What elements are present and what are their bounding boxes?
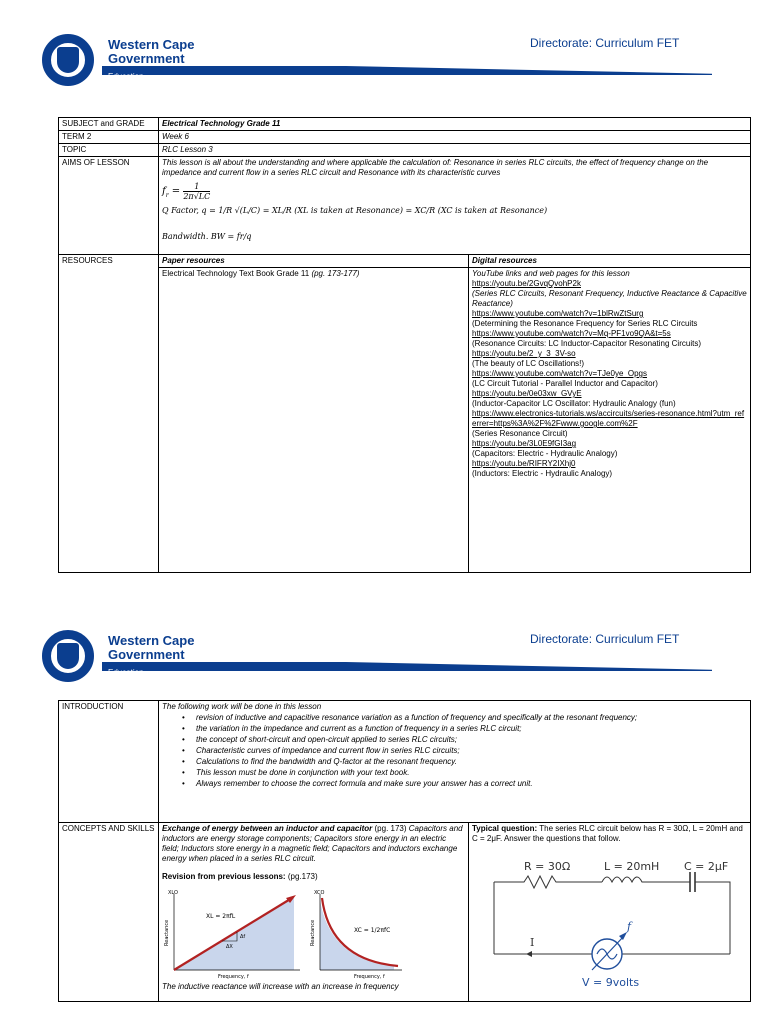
resource-desc: (Resonance Circuits: LC Inductor-Capacitor Resonating Circuits) — [472, 339, 701, 348]
list-item: • the concept of short-circuit and open-circuit applied to series RLC circuits; — [182, 734, 747, 745]
paper-cell: Electrical Technology Text Book Grade 11 (pg. 173-177) — [159, 268, 469, 573]
xl-x-label: Frequency, f — [218, 974, 249, 980]
resource-link[interactable]: https://youtu.be/RIFRY2IXhj0 — [472, 459, 576, 468]
resource-desc: (Series RLC Circuits, Resonant Frequency, Inductive Reactance & Capacitive Reactance) — [472, 289, 747, 308]
coat-of-arms-icon — [42, 34, 94, 86]
row-label: TOPIC — [59, 144, 159, 157]
wire-right — [695, 882, 730, 954]
table-row — [59, 131, 751, 144]
intro-lead: The following work will be done in this lesson — [162, 702, 322, 711]
coat-of-arms-icon — [42, 630, 94, 682]
resource-link[interactable]: https://youtu.be/2GvqQvohP2k — [472, 279, 581, 288]
table-row — [59, 701, 751, 823]
xl-y-label: Reactance — [164, 919, 170, 946]
digital-list — [472, 279, 747, 479]
intro-list — [162, 712, 747, 789]
page-header-1 — [0, 34, 768, 104]
table-row — [59, 118, 751, 131]
xl-y-axis-label: XLO — [168, 890, 178, 896]
resource-desc: (Inductor-Capacitor LC Oscillator: Hydraulic Analogy (fun) — [472, 399, 676, 408]
xl-delta-x: ΔX — [226, 944, 233, 950]
paper-header: Paper resources — [159, 255, 469, 268]
directorate-label: Directorate: Curriculum FET — [530, 632, 680, 646]
row-label: RESOURCES — [59, 255, 159, 573]
circuit-i-label: I — [530, 936, 535, 949]
resource-link[interactable]: https://www.youtube.com/watch?v=TJe0ye_Opgs — [472, 369, 647, 378]
table-row — [59, 255, 751, 268]
reactance-graphs — [162, 888, 465, 980]
row-label: SUBJECT and GRADE — [59, 118, 159, 131]
list-item: • revision of inductive and capacitive resonance variation as a function of frequency and specifically at the resonant frequency; — [182, 712, 747, 723]
table-row — [59, 823, 751, 1002]
org-name: Western Cape Government — [108, 37, 195, 66]
xc-x-label: Frequency, f — [354, 974, 385, 980]
xc-y-label: Reactance — [310, 919, 316, 946]
concepts-cell — [159, 823, 469, 1002]
resource-link[interactable]: https://youtu.be/3L0E9fGI3ag — [472, 439, 577, 448]
xc-area — [320, 900, 394, 970]
table-row — [59, 157, 751, 255]
circuit-v-label: V = 9volts — [582, 976, 640, 989]
digital-intro: YouTube links and web pages for this lesson — [472, 269, 630, 278]
org-sub: Education — [108, 668, 144, 677]
list-item: • Always remember to choose the correct formula and make sure your answer has a correct unit. — [182, 778, 747, 789]
table-row — [59, 144, 751, 157]
list-item: • the variation in the impedance and current as a function of frequency in a series RLC circuit; — [182, 723, 747, 734]
inductor-icon — [602, 877, 690, 882]
resource-desc: (The beauty of LC Oscillations!) — [472, 359, 585, 368]
row-label: AIMS OF LESSON — [59, 157, 159, 255]
formula-resonant-frequency: $f_r$ = $\frac{1}{2\pi√LC}$ — [162, 182, 211, 201]
list-item: • Characteristic curves of impedance and current flow in series RLC circuits; — [182, 745, 747, 756]
variable-arrowhead — [619, 932, 627, 940]
table-row — [59, 268, 751, 573]
resource-desc: (Inductors: Electric - Hydraulic Analogy) — [472, 469, 613, 478]
resource-link[interactable]: https://www.youtube.com/watch?v=Mq-PF1vo9QA&t=5s — [472, 329, 671, 338]
variable-arrow-icon — [592, 936, 624, 970]
page-header-2 — [0, 630, 768, 700]
resource-desc: (Series Resonance Circuit) — [472, 429, 568, 438]
formula-bandwidth: Bandwidth. BW = fr/q — [162, 232, 252, 241]
resource-desc: (LC Circuit Tutorial - Parallel Inductor and Capacitor) — [472, 379, 658, 388]
xc-formula: XC = 1/2πfC — [354, 927, 391, 934]
xc-y-axis-label: XCO — [314, 890, 325, 896]
xl-delta-f: Δf — [240, 934, 246, 940]
exchange-text: Capacitors and inductors are energy storage components; Capacitors store energy in an electric field; Inductors store energy in a magnetic field; Capacitors and inductors exchange energy when placed in a series RLC circuit. — [162, 824, 463, 863]
digital-cell — [469, 268, 751, 573]
intro-cell — [159, 701, 751, 823]
typical-label: Typical question: — [472, 824, 538, 833]
row-label: CONCEPTS AND SKILLS — [59, 823, 159, 1002]
resistor-icon — [494, 876, 602, 888]
resource-link[interactable]: https://youtu.be/2_y_3_3V-so — [472, 349, 576, 358]
exchange-pg: (pg. 173) — [374, 824, 407, 833]
resource-desc: (Determining the Resonance Frequency for Series RLC Circuits — [472, 319, 698, 328]
rlc-circuit-svg — [472, 850, 748, 1000]
list-item: • Calculations to find the bandwidth and Q-factor at the resonant frequency. — [182, 756, 747, 767]
typical-cell — [469, 823, 751, 1002]
revision-pg: (pg.173) — [287, 872, 318, 881]
lesson-table-1 — [58, 117, 751, 573]
bottom-text: The inductive reactance will increase with an increase in frequency — [162, 982, 399, 991]
org-sub: Education — [108, 72, 144, 81]
circuit-l-label: L = 20mH — [604, 860, 660, 873]
row-value: Week 6 — [159, 131, 751, 144]
digital-header: Digital resources — [469, 255, 751, 268]
row-label: INTRODUCTION — [59, 701, 159, 823]
row-value: Electrical Technology Grade 11 — [159, 118, 751, 131]
org-name: Western Cape Government — [108, 633, 195, 662]
exchange-title: Exchange of energy between an inductor and capacitor — [162, 824, 373, 833]
aims-text: This lesson is all about the understanding and where applicable the calculation of: Resonance in series RLC circuits, the effect of frequency change on the impedance and current flow in a series RLC circuit and Resonance with its characteristic curves — [162, 158, 709, 177]
revision-title: Revision from previous lessons: — [162, 872, 286, 881]
directorate-label: Directorate: Curriculum FET — [530, 36, 680, 50]
header-swoosh — [102, 66, 712, 79]
formula-q-factor: Q Factor, q = 1/R √(L/C) = XL/R (XL is taken at Resonance) = XC/R (XC is taken at Resonance) — [162, 206, 548, 215]
aims-cell — [159, 157, 751, 255]
reactance-graphs-svg — [162, 888, 462, 980]
circuit-c-label: C = 2μF — [684, 860, 729, 873]
rlc-circuit — [472, 850, 747, 1000]
circuit-f-label: f — [627, 920, 632, 933]
resource-link[interactable]: https://youtu.be/0e03xw_GVyE — [472, 389, 582, 398]
row-label: TERM 2 — [59, 131, 159, 144]
typical-text: The series RLC circuit below has R = 30Ω, L = 20mH and C = 2μF. Answer the questions that follow. — [472, 824, 743, 843]
header-swoosh — [102, 662, 712, 675]
resource-desc: (Capacitors: Electric - Hydraulic Analogy) — [472, 449, 618, 458]
resource-link[interactable]: https://www.electronics-tutorials.ws/accircuits/series-resonance.html?utm_referrer=https%3A%2F%2Fwww.google.com%2F — [472, 409, 745, 428]
list-item: • This lesson must be done in conjunction with your text book. — [182, 767, 747, 778]
current-arrowhead — [526, 951, 532, 957]
row-value: RLC Lesson 3 — [159, 144, 751, 157]
circuit-r-label: R = 30Ω — [524, 860, 571, 873]
resource-link[interactable]: https://www.youtube.com/watch?v=1blRwZtSurg — [472, 309, 644, 318]
xl-formula: XL = 2πfL — [206, 913, 236, 920]
lesson-table-2 — [58, 700, 751, 1002]
